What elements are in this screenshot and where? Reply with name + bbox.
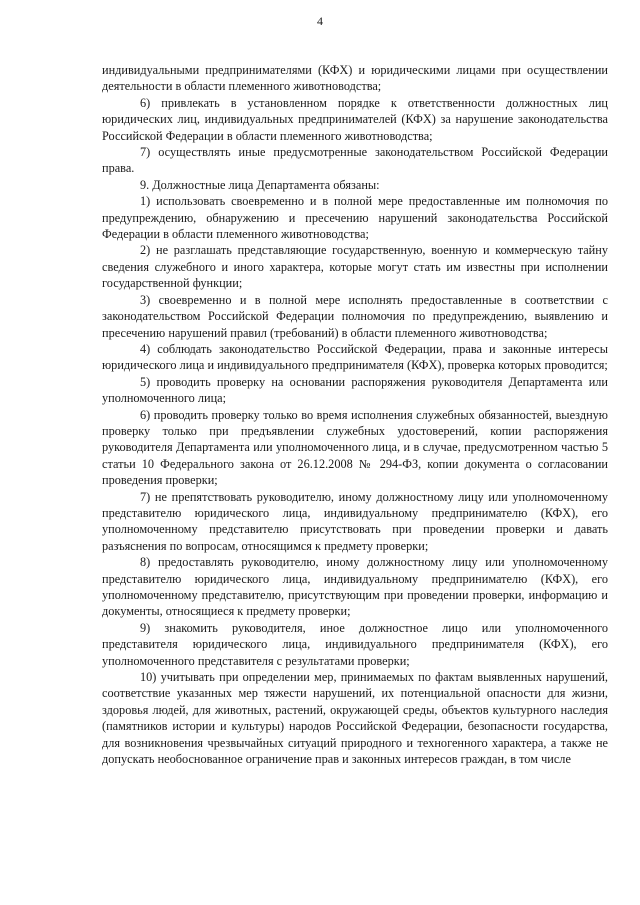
paragraph-item-6-hold-accountable: 6) привлекать в установленном порядке к ответственности должностных лиц юридических лиц, индивидуальных предпринимателей (КФХ) за нарушение законодательства Российской Федерации в области племенного животноводства;: [102, 95, 608, 143]
duty-item-3: 3) своевременно и в полной мере исполнять предоставленные в соответствии с законодательством Российской Федерации полномочия по предупреждению, выявлению и пресечению нарушений правил (требований) в области племенного животноводства;: [102, 292, 608, 340]
duty-item-7: 7) не препятствовать руководителю, иному должностному лицу или уполномоченному представителю юридического лица, индивидуальному предпринимателю (КФХ), его уполномоченному представителю присутствовать при проведении проверки и давать разъяснения по вопросам, относящимся к предмету проверки;: [102, 489, 608, 553]
document-body: [102, 62, 608, 767]
duty-item-4: 4) соблюдать законодательство Российской Федерации, права и законные интересы юридического лица и индивидуального предпринимателя (КФХ), проверка которых проводится;: [102, 341, 608, 373]
duty-item-10: 10) учитывать при определении мер, принимаемых по фактам выявленных нарушений, соответствие указанных мер тяжести нарушений, их потенциальной опасности для жизни, здоровья людей, для животных, растений, окружающей среды, объектов культурного наследия (памятников истории и культуры) народов Российской Федерации, безопасности государства, для возникновения чрезвычайных ситуаций природного и техногенного характера, а также не допускать необоснованное ограничение прав и законных интересов граждан, в том числе: [102, 670, 608, 767]
duty-item-9: 9) знакомить руководителя, иное должностное лицо или уполномоченного представителя юридического лица, индивидуального предпринимателя (КФХ), его уполномоченного представителя с результатами проверки;: [102, 620, 608, 668]
duty-item-6: 6) проводить проверку только во время исполнения служебных обязанностей, выездную проверку только при предъявлении служебных удостоверений, копии распоряжения руководителя Департамента или уполномоченного лица, и в случае, предусмотренном частью 5 статьи 10 Федерального закона от 26.12.2008 № 294-ФЗ, копии документа о согласовании проведения проверки;: [102, 407, 608, 488]
duty-item-2: 2) не разглашать представляющие государственную, военную и коммерческую тайну сведения служебного и иного характера, которые могут стать им известны при исполнении государственной функции;: [102, 243, 608, 291]
duty-item-5: 5) проводить проверку на основании распоряжения руководителя Департамента или уполномоченного лица;: [102, 374, 608, 406]
section-9-heading: 9. Должностные лица Департамента обязаны:: [140, 177, 380, 192]
paragraph-item-7-other-rights: 7) осуществлять иные предусмотренные законодательством Российской Федерации права.: [102, 145, 608, 176]
duty-item-8: 8) предоставлять руководителю, иному должностному лицу или уполномоченному представителю юридического лица, индивидуальному предпринимателю (КФХ), его уполномоченному представителю, присутствующим при проведении проверки, информацию и документы, относящиеся к предмету проверки;: [102, 555, 608, 619]
page-number: 4: [317, 14, 323, 28]
duty-item-1: 1) использовать своевременно и в полной мере предоставленные им полномочия по предупреждению, обнаружению и пресечению нарушений законодательства Российской Федерации в области племенного животноводства;: [102, 194, 608, 242]
paragraph-continuation: индивидуальными предпринимателями (КФХ) и юридическими лицами при осуществлении деятельности в области племенного животноводства;: [102, 63, 608, 94]
